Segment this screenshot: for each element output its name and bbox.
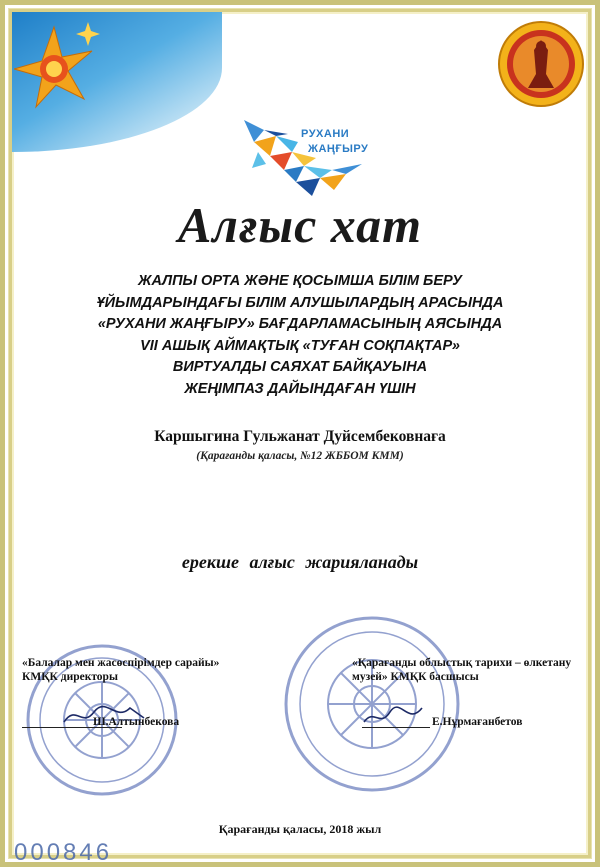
left-signatory-org: «Балалар мен жасөспірімдер сарайы» — [22, 657, 220, 669]
recipient-organization: (Қарағанды қаласы, №12 ЖББОМ КММ) — [196, 450, 404, 462]
place-and-date: Қарағанды қаласы, 2018 жыл — [218, 822, 382, 836]
right-signatory-title — [352, 656, 571, 684]
right-signature-line — [362, 727, 430, 728]
announcement-text: ерекше алғыс жарияланады — [181, 552, 419, 572]
recipient-name: Каршыгина Гульжанат Дуйсембековнаға — [154, 428, 446, 445]
body-line: ҰЙЫМДАРЫНДАҒЫ БІЛІМ АЛУШЫЛАРДЫҢ АРАСЫНДА — [96, 294, 504, 311]
right-signature-icon — [360, 702, 430, 730]
serial-number: 000846 — [14, 839, 113, 866]
body-line: ЖЕҢІМПАЗ ДАЙЫНДАҒАН ҮШІН — [184, 380, 416, 397]
program-logo-line2: ЖАҢҒЫРУ — [308, 143, 369, 155]
star-burst-logo-icon — [14, 14, 104, 114]
right-signatory-org: «Қарағанды облыстық тарихи – өлкетану — [352, 657, 572, 669]
bird-mosaic-logo-icon — [236, 112, 386, 204]
museum-medal-icon — [498, 16, 584, 112]
body-line: ВИРТУАЛДЫ САЯХАТ БАЙҚАУЫНА — [172, 359, 428, 375]
certificate-body — [0, 271, 600, 400]
body-line: VII АШЫҚ АЙМАҚТЫҚ «ТУҒАН СОҚПАҚТАР» — [140, 337, 460, 354]
right-signatory-position: музей» КМҚК басшысы — [352, 671, 479, 683]
left-signatory-name: Ш.Алтынбекова — [93, 716, 180, 728]
right-signatory-name: Е.Нұрмағанбетов — [432, 716, 523, 728]
certificate-title: Алғыс хат — [177, 197, 423, 253]
body-line: «РУХАНИ ЖАҢҒЫРУ» БАҒДАРЛАМАСЫНЫҢ АЯСЫНДА — [97, 316, 503, 332]
left-signatory-position: КМҚК директоры — [22, 671, 118, 683]
program-logo-line1: РУХАНИ — [301, 128, 350, 140]
left-signatory-title — [22, 656, 219, 684]
body-line: ЖАЛПЫ ОРТА ЖӘНЕ ҚОСЫМША БІЛІМ БЕРУ — [138, 273, 462, 289]
